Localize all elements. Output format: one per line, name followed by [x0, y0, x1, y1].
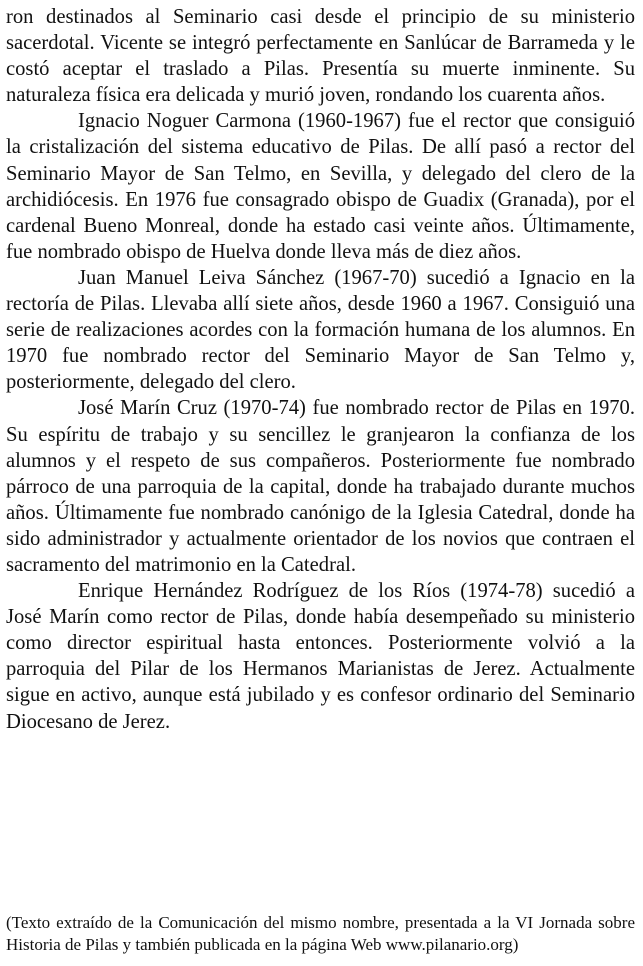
document-page — [6, 4, 635, 735]
paragraph-continuation: ron destinados al Seminario casi desde el principio de su ministerio sacerdotal. Vicente se integró perfectamente en Sanlúcar de Barrameda y le costó aceptar el traslado a Pilas. Presentía su muerte inminente. Su naturaleza física era delicada y murió joven, rondando los cuarenta años. — [6, 6, 635, 107]
source-note: (Texto extraído de la Comunicación del mismo nombre, presentada a la VI Jornada sobre Historia de Pilas y también publicada en la página Web www.pilanario.org) — [6, 913, 635, 954]
paragraph-juan-manuel-leiva: Juan Manuel Leiva Sánchez (1967-70) sucedió a Ignacio en la rectoría de Pilas. Llevaba allí siete años, desde 1960 a 1967. Consiguió una serie de realizaciones acordes con la formación humana de los alumnos. En 1970 fue nombrado rector del Seminario Mayor de San Telmo y, posteriormente, delegado del clero. — [6, 266, 635, 394]
paragraph-ignacio-noguer: Ignacio Noguer Carmona (1960-1967) fue el rector que consiguió la cristalización del sistema educativo de Pilas. De allí pasó a rector del Seminario Mayor de San Telmo, en Sevilla, y delegado del clero de la archidiócesis. En 1976 fue consagrado obispo de Guadix (Granada), por el cardenal Bueno Monreal, donde ha estado casi veinte años. Últimamente, fue nombrado obispo de Huelva donde lleva más de diez años. — [6, 110, 635, 263]
paragraph-jose-marin: José Marín Cruz (1970-74) fue nombrado rector de Pilas en 1970. Su espíritu de trabajo y su sencillez le granjearon la confianza de los alumnos y el respeto de sus compañeros. Posteriormente fue nombrado párroco de una parroquia de la capital, donde ha trabajado durante muchos años. Últimamente fue nombrado canónigo de la Iglesia Catedral, donde ha sido administrador y actualmente orientador de los novios que contraen el sacramento del matrimonio en la Catedral. — [6, 397, 635, 576]
main-text — [6, 4, 635, 735]
paragraph-enrique-hernandez: Enrique Hernández Rodríguez de los Ríos (1974-78) sucedió a José Marín como rector de Pilas, donde había desempeñado su ministerio como director espiritual hasta entonces. Posteriormente volvió a la parroquia del Pilar de los Hermanos Marianistas de Jerez. Actualmente sigue en activo, aunque está jubilado y es confesor ordinario del Seminario Diocesano de Jerez. — [6, 580, 635, 733]
